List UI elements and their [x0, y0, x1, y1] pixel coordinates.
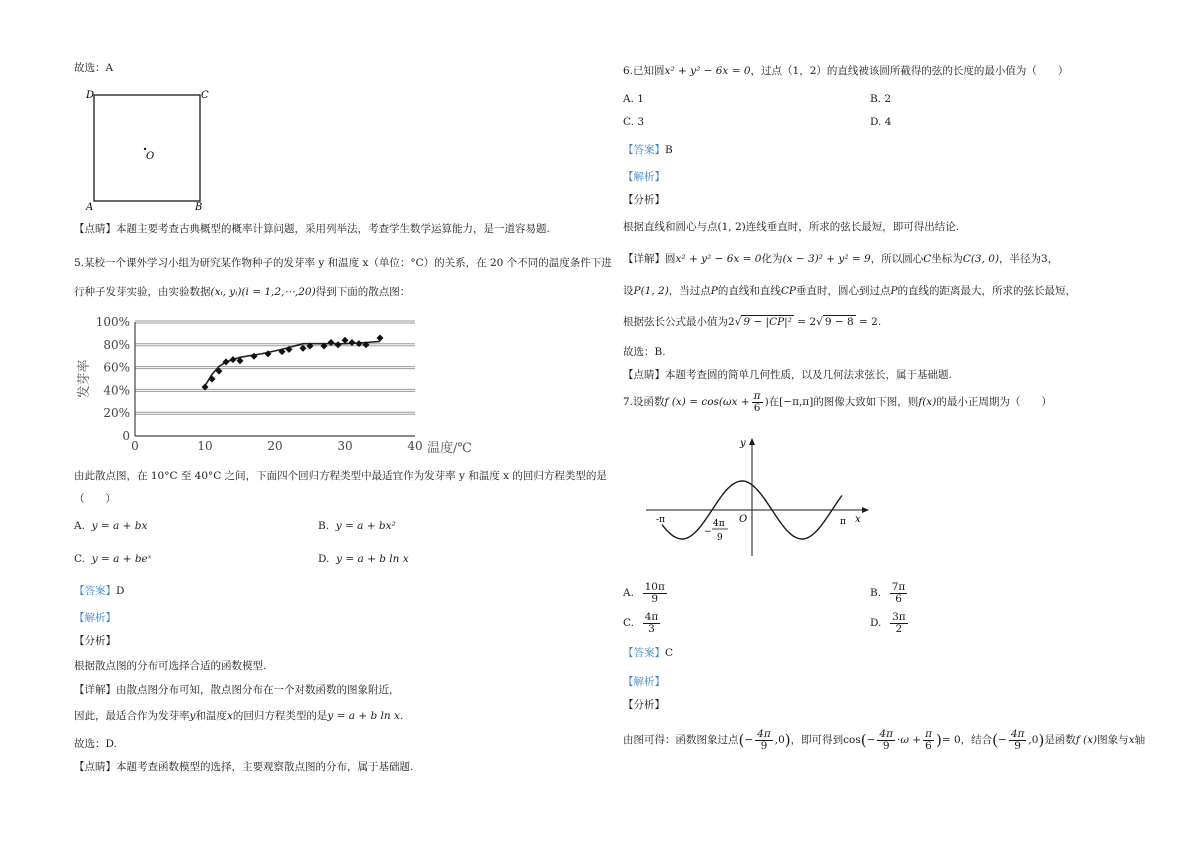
q5-stem-line2: 行种子发芽实验，由实验数据(xᵢ, yᵢ)(i = 1,2,⋯,20)得到下面的散点图： [74, 286, 411, 298]
q5-final: 故选：D. [74, 738, 117, 750]
q5-stem-line3: 由此散点图，在 10°C 至 40°C 之间，下面四个回归方程类型中最适宜作为发芽率 y 和温度 x 的回归方程类型的是 [74, 470, 607, 482]
data-point [328, 339, 335, 346]
q7-analysis-line: 由图可得：函数图象过点(− $\frac{4\pi}{9}$ ,0)，即可得到cos(− $\frac{4\pi}{9}$ ·ω + $\frac{\pi}{6}$ )= 0，结合(− $\frac{4\pi}{9}$ ,0)是函数f (x)图象与x轴 [623, 727, 1146, 752]
data-point [342, 337, 349, 344]
q6-jiexi: 【解析】 [623, 171, 665, 183]
q5-jiexi: 【解析】 [74, 612, 116, 624]
q6-fenxi-text: 根据直线和圆心与点(1, 2)连线垂直时，所求的弦长最短，即可得出结论. [623, 221, 960, 233]
square-label-b: B [195, 202, 203, 213]
q7-option-c: C. $\frac{4\pi}{3}$ [623, 610, 659, 635]
trend-curve [205, 341, 380, 385]
graph-x-label: x [855, 514, 861, 525]
q7-jiexi: 【解析】 [623, 676, 665, 688]
q6-option-c: C. 3 [623, 116, 645, 128]
q5-paren: （ ） [74, 493, 116, 505]
y-tick-label: 60% [103, 360, 130, 375]
q5-option-c: C. y = a + beˣ [74, 553, 152, 565]
q4-comment: 【点睛】本题主要考查古典概型的概率计算问题，采用列举法，考查学生数学运算能力，是一道容易题. [74, 223, 550, 235]
q5-option-b: B. y = a + bx² [318, 520, 396, 532]
square-label-d: D [86, 90, 95, 101]
q6-fenxi: 【分析】 [623, 194, 665, 206]
x-axis-label: 温度/℃ [427, 441, 472, 456]
y-tick-label: 20% [103, 406, 130, 421]
q6-final: 故选：B. [623, 346, 666, 358]
q5-xiangjie: 【详解】由散点图分布可知，散点图分布在一个对数函数的图象附近， [74, 684, 400, 696]
graph-origin-label: O [739, 514, 748, 525]
data-point [377, 334, 384, 341]
x-tick-label: 30 [337, 439, 353, 453]
x-tick-label: 0 [131, 439, 139, 453]
q7-stem: 7.设函数f (x) = cos(ωx + $\frac{\pi}{6}$ )在[−π,π]的图像大致如下图，则f(x)的最小正周期为（ ） [623, 389, 1052, 414]
q6-detail-line1: 【详解】圆x² + y² − 6x = 0化为(x − 3)² + y² = 9，所以圆心C坐标为C(3, 0)，半径为3， [623, 253, 1059, 265]
q6-option-b: B. 2 [870, 93, 892, 105]
q7-option-d: D. $\frac{3\pi}{2}$ [870, 610, 906, 635]
q5-fenxi: 【分析】 [74, 635, 116, 647]
y-tick-label: 80% [103, 337, 130, 352]
graph-point-num: 4π [713, 519, 725, 529]
y-tick-label: 0 [122, 429, 130, 443]
data-point [230, 356, 237, 363]
square-label-o: O [146, 151, 155, 162]
square-label-a: A [86, 202, 94, 213]
cosine-graph [640, 430, 880, 562]
graph-point-minus: − [704, 527, 712, 537]
q5-answer: 【答案】D [74, 585, 125, 597]
q5-conclusion: 因此，最适合作为发芽率y和温度x的回归方程类型的是y = a + b ln x. [74, 710, 404, 722]
q7-option-a: A. $\frac{10\pi}{9}$ [623, 580, 665, 605]
q5-stem-line1: 5.某校一个课外学习小组为研究某作物种子的发芽率 y 和温度 x（单位：°C）的关系，在 20 个不同的温度条件下进 [74, 257, 612, 269]
q7-answer: 【答案】C [623, 647, 674, 659]
q5-option-a: A. y = a + bx [74, 520, 148, 532]
q6-detail-line3: 根据弦长公式最小值为2√ 9 − |CP|² = 2√ 9 − 8 = 2. [623, 316, 882, 328]
q6-answer: 【答案】B [623, 144, 673, 156]
graph-negpi-label: -π [656, 515, 665, 525]
graph-pi-label: π [840, 517, 846, 527]
square-figure [82, 86, 212, 214]
q6-stem: 6.已知圆x² + y² − 6x = 0，过点（1，2）的直线被该圆所截得的弦的长度的最小值为（ ） [623, 65, 1069, 77]
x-tick-label: 10 [197, 439, 213, 453]
q6-option-d: D. 4 [870, 116, 892, 128]
data-point [251, 353, 258, 360]
y-tick-label: 100% [95, 315, 130, 329]
scatter-chart [70, 312, 520, 462]
q6-detail-line2: 设P(1, 2)，当过点P的直线和直线CP垂直时，圆心到过点P的直线的距离最大，所求的弦长最短， [623, 285, 1077, 297]
square-label-c: C [201, 90, 209, 101]
data-point [349, 339, 356, 346]
data-point [209, 376, 216, 383]
x-tick-label: 20 [267, 439, 283, 453]
q7-fenxi: 【分析】 [623, 699, 665, 711]
graph-point-den: 9 [717, 533, 723, 543]
q4-answer: 故选：A [74, 62, 114, 74]
q5-data-expr: (xᵢ, yᵢ)(i = 1,2,⋯,20) [210, 286, 316, 298]
q5-comment: 【点睛】本题考查函数模型的选择，主要观察散点图的分布，属于基础题. [74, 761, 414, 773]
y-axis-label: 发芽率 [77, 359, 92, 399]
data-point [335, 341, 342, 348]
q5-fenxi-text: 根据散点图的分布可选择合适的函数模型. [74, 660, 267, 672]
x-tick-label: 40 [407, 439, 423, 453]
q6-option-a: A. 1 [623, 93, 644, 105]
q6-comment: 【点睛】本题考查圆的简单几何性质，以及几何法求弦长，属于基础题. [623, 369, 952, 381]
y-tick-label: 40% [103, 383, 130, 398]
graph-y-label: y [740, 438, 746, 449]
q7-option-b: B. $\frac{7\pi}{6}$ [870, 580, 906, 605]
q5-option-d: D. y = a + b ln x [318, 553, 409, 565]
